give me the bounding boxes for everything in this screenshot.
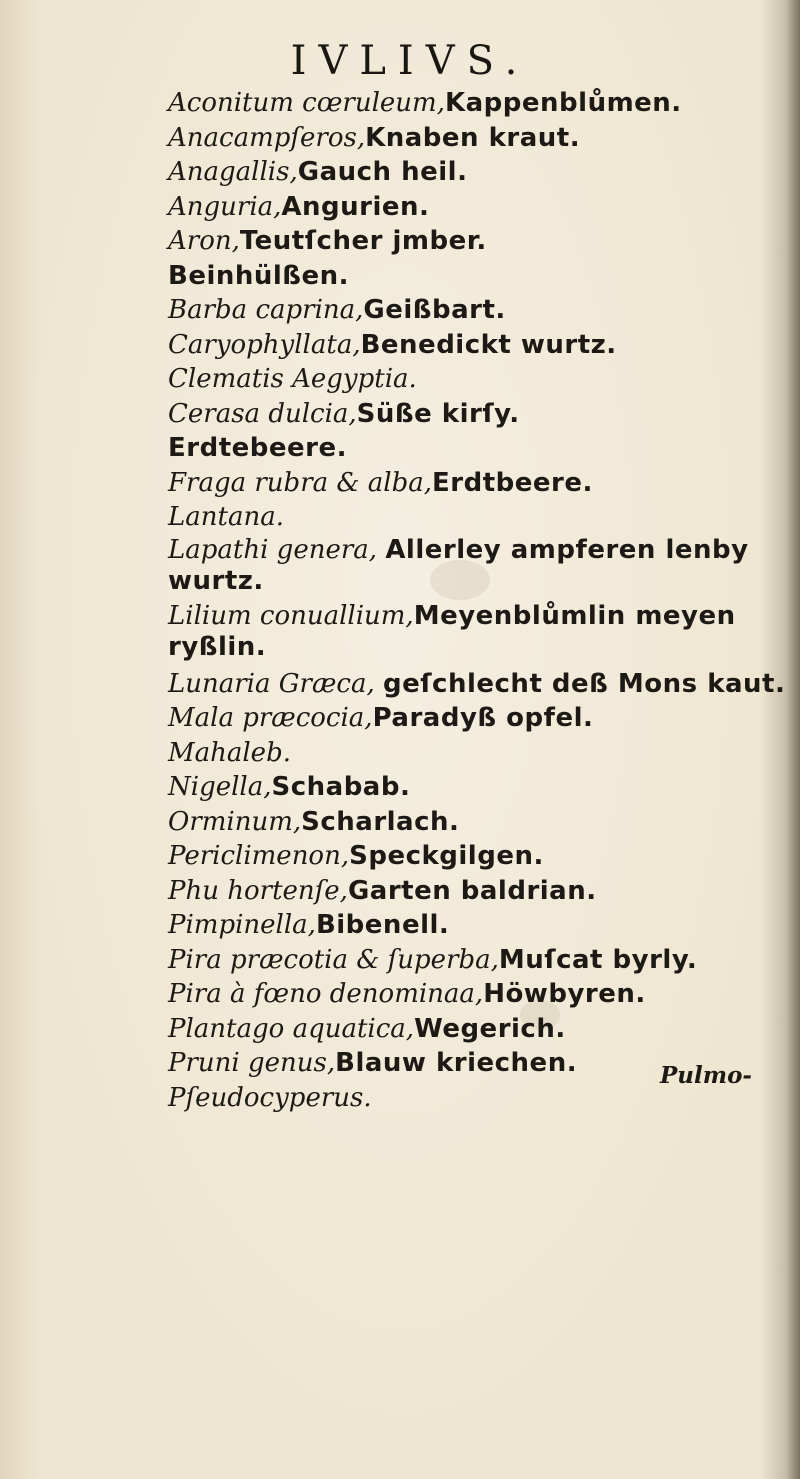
list-item: Pruni genus,Blauw kriechen. xyxy=(168,1048,578,1078)
list-item: Aron,Teutſcher jmber. xyxy=(168,226,487,256)
plant-list xyxy=(168,86,788,1115)
list-item: Plantago aquatica,Wegerich. xyxy=(168,1013,566,1044)
list-item: Lilium conuallium,Meyenblůmlin meyen ryßlin. xyxy=(168,600,736,662)
list-item: Anacampſeros,Knaben kraut. xyxy=(168,122,581,153)
catchword: Pulmo- xyxy=(660,1062,752,1089)
list-item: Erdtebeere. xyxy=(168,433,347,463)
list-item: Pira præcotia & ſuperba,Muſcat byrly. xyxy=(168,944,698,975)
list-item: Caryophyllata,Benedickt wurtz. xyxy=(168,329,617,360)
list-item: Barba caprina,Geißbart. xyxy=(168,295,506,325)
list-item: Pira à fœno denominaa,Höwbyren. xyxy=(168,979,646,1009)
list-item: Clematis Aegyptia. xyxy=(168,364,417,394)
list-item: Anguria,Angurien. xyxy=(168,191,430,222)
list-item: Orminum,Scharlach. xyxy=(168,806,460,837)
running-head: IVLIVS. xyxy=(290,38,530,84)
list-item: Lapathi genera, Allerley ampferen lenby wurtz. xyxy=(168,534,749,596)
list-item: Lunaria Græca, geſchlecht deß Mons kaut. xyxy=(168,668,786,699)
list-item: Beinhülßen. xyxy=(168,260,350,291)
list-item: Nigella,Schabab. xyxy=(168,772,411,802)
list-item: Phu hortenſe,Garten baldrian. xyxy=(168,875,597,906)
list-item: Pimpinella,Bibenell. xyxy=(168,910,450,940)
list-item: Fraga rubra & alba,Erdtbeere. xyxy=(168,467,593,498)
page-edge-shadow xyxy=(786,0,800,1479)
list-item: Cerasa dulcia,Süße kirſy. xyxy=(168,398,520,429)
list-item: Pſeudocyperus. xyxy=(168,1082,372,1113)
list-item: Periclimenon,Speckgilgen. xyxy=(168,841,544,871)
list-item: Lantana. xyxy=(168,502,284,532)
list-item: Mala præcocia,Paradyß opfel. xyxy=(168,703,594,733)
list-item: Mahaleb. xyxy=(168,737,291,768)
list-item: Anagallis,Gauch heil. xyxy=(168,157,468,187)
list-item: Aconitum cœruleum,Kappenblůmen. xyxy=(168,88,682,118)
